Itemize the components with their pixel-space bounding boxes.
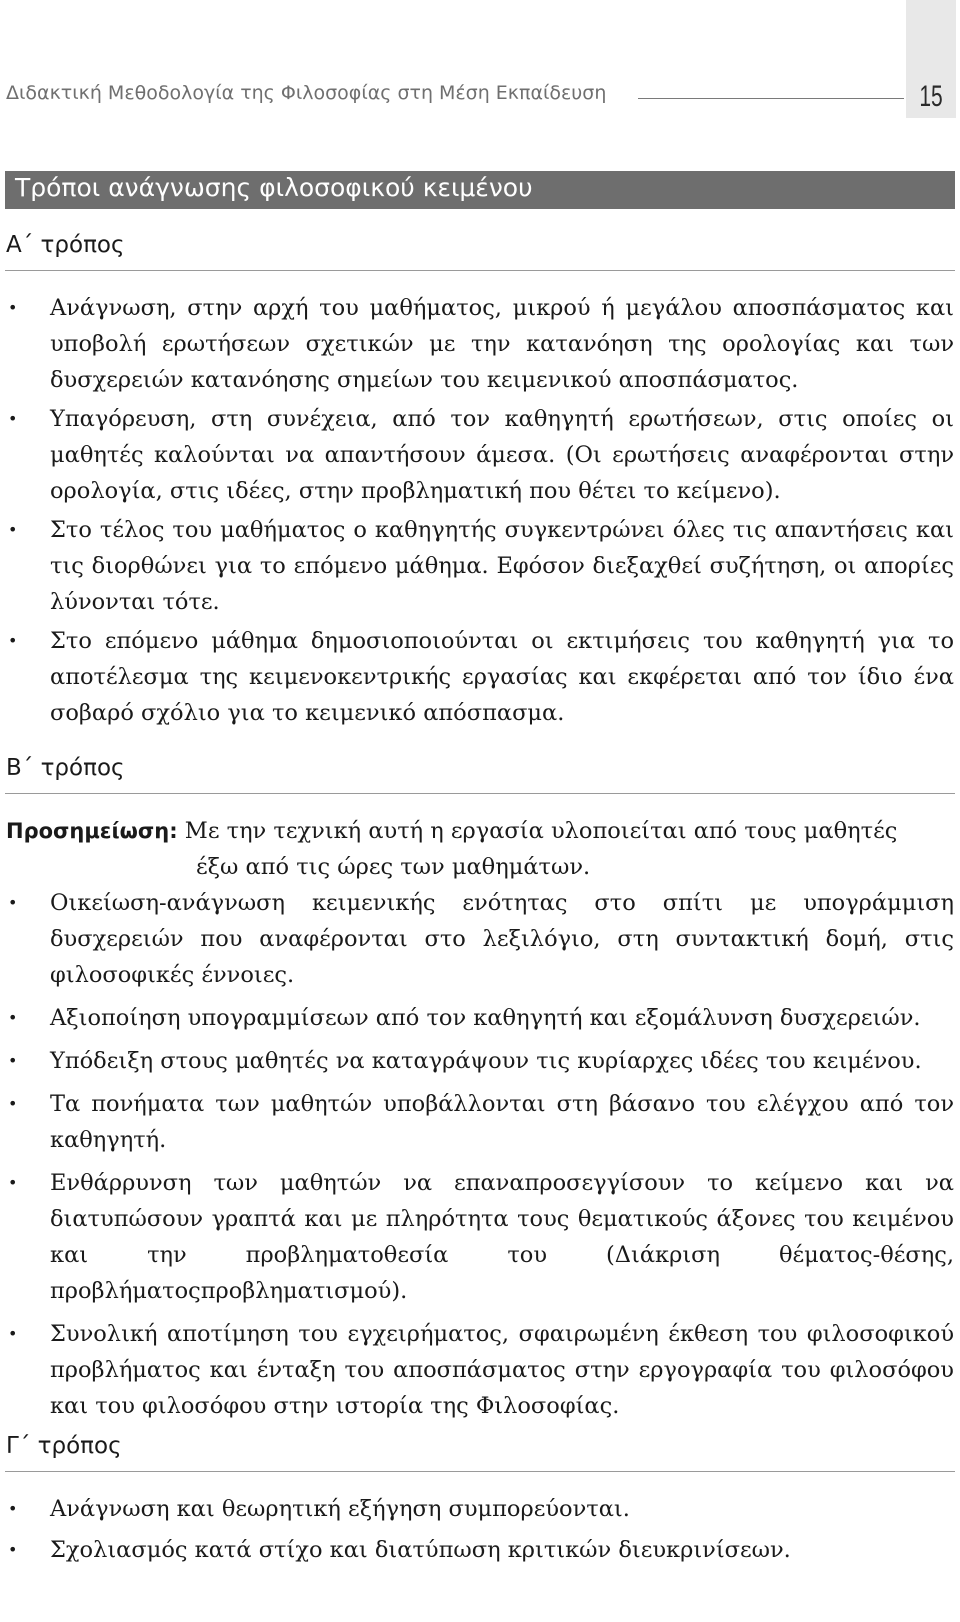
bullet-icon: • [8,1499,18,1518]
bullet-icon: • [8,1008,18,1027]
list-item-text: Αξιοποίηση υπογραμμίσεων από τον καθηγητή και εξομάλυνση δυσχερειών. [50,1005,921,1031]
list-item-text: Οικείωση-ανάγνωση κειμενικής ενότητας στο σπίτι με υπογράμμιση δυσχερειών που αναφέρονται στο λεξιλόγιο, στη συντακτική δομή, στις φιλοσοφικές έννοιες. [50,890,954,988]
method-a-rule [5,270,955,271]
method-c-list [0,1491,960,1568]
bullet-icon: • [8,520,18,539]
method-a-heading: Α΄ τρόπος [6,232,125,258]
method-c-rule [5,1471,955,1472]
list-item [0,290,954,398]
bullet-icon: • [8,1173,18,1192]
list-item-text: Υπαγόρευση, στη συνέχεια, από τον καθηγητή ερωτήσεων, στις οποίες οι μαθητές καλούνται να απαντήσουν άμεσα. (Οι ερωτήσεις αναφέρονται στην ορολογία, στις ιδέες, στην προβληματική που θέτει το κείμενο). [50,406,954,504]
note-text-continued: έξω από τις ώρες των μαθημάτων. [196,854,591,880]
list-item [0,401,954,509]
list-item-text: Συνολική αποτίμηση του εγχειρήματος, σφαιρωμένη έκθεση του φιλοσοφικού προβλήματος και ένταξη του αποσπάσματος στην εργογραφία του φιλοσόφου και του φιλοσόφου στην ιστορία της Φιλοσοφίας. [50,1321,954,1419]
list-item [0,1532,954,1568]
method-a-list [0,290,960,731]
header-rule [638,98,904,99]
note-label: Προσημείωση: [6,819,178,843]
list-item [0,1316,954,1424]
list-item [0,1000,954,1036]
method-b-heading: Β΄ τρόπος [6,755,125,781]
bullet-icon: • [8,1324,18,1343]
section-title-bar [5,171,955,209]
method-c-heading: Γ΄ τρόπος [6,1433,122,1459]
section-title: Τρόποι ανάγνωσης φιλοσοφικού κειμένου [15,173,533,202]
list-item-text: Ανάγνωση και θεωρητική εξήγηση συμπορεύονται. [50,1496,630,1522]
method-b-list [0,885,960,1424]
bullet-icon: • [8,893,18,912]
note-text: Με την τεχνική αυτή η εργασία υλοποιείται από τους μαθητές [184,818,898,844]
list-item [0,1043,954,1079]
list-item-text: Σχολιασμός κατά στίχο και διατύπωση κριτικών διευκρινίσεων. [50,1537,791,1563]
page-number: 15 [919,80,943,113]
list-item-text: Στο επόμενο μάθημα δημοσιοποιούνται οι εκτιμήσεις του καθηγητή για το αποτέλεσμα της κειμενοκεντρικής εργασίας και εκφέρεται από τον ίδιο ένα σοβαρό σχόλιο για το κειμενικό απόσπασμα. [50,628,954,726]
bullet-icon: • [8,409,18,428]
list-item [0,1086,954,1158]
list-item-text: Στο τέλος του μαθήματος ο καθηγητής συγκεντρώνει όλες τις απαντήσεις και τις διορθώνει για το επόμενο μάθημα. Εφόσον διεξαχθεί συζήτηση, οι απορίες λύνονται τότε. [50,517,954,615]
list-item [0,512,954,620]
bullet-icon: • [8,1540,18,1559]
preliminary-note [6,813,956,885]
list-item [0,1165,954,1309]
list-item-text: Τα πονήματα των μαθητών υποβάλλονται στη βάσανο του ελέγχου από τον καθηγητή. [50,1091,954,1153]
list-item-text: Ενθάρρυνση των μαθητών να επαναπροσεγγίσουν το κείμενο και να διατυπώσουν γραπτά και με πληρότητα τους θεματικούς άξονες του κειμένου και την προβληματοθεσία του (Διάκριση θέματος-θέσης, προβλήματοςπροβληματισμού). [50,1170,954,1304]
list-item-text: Υπόδειξη στους μαθητές να καταγράψουν τις κυρίαρχες ιδέες του κειμένου. [50,1048,922,1074]
bullet-icon: • [8,631,18,650]
list-item [0,623,954,731]
bullet-icon: • [8,298,18,317]
list-item [0,1491,954,1527]
bullet-icon: • [8,1051,18,1070]
list-item-text: Ανάγνωση, στην αρχή του μαθήματος, μικρού ή μεγάλου αποσπάσματος και υποβολή ερωτήσεων σχετικών με την κατανόηση της ορολογίας και των δυσχερειών κατανόησης σημείων του κειμενικού αποσπάσματος. [50,295,954,393]
method-b-rule [5,793,955,794]
bullet-icon: • [8,1094,18,1113]
list-item [0,885,954,993]
running-header-title: Διδακτική Μεθοδολογία της Φιλοσοφίας στη Μέση Εκπαίδευση [6,82,607,104]
